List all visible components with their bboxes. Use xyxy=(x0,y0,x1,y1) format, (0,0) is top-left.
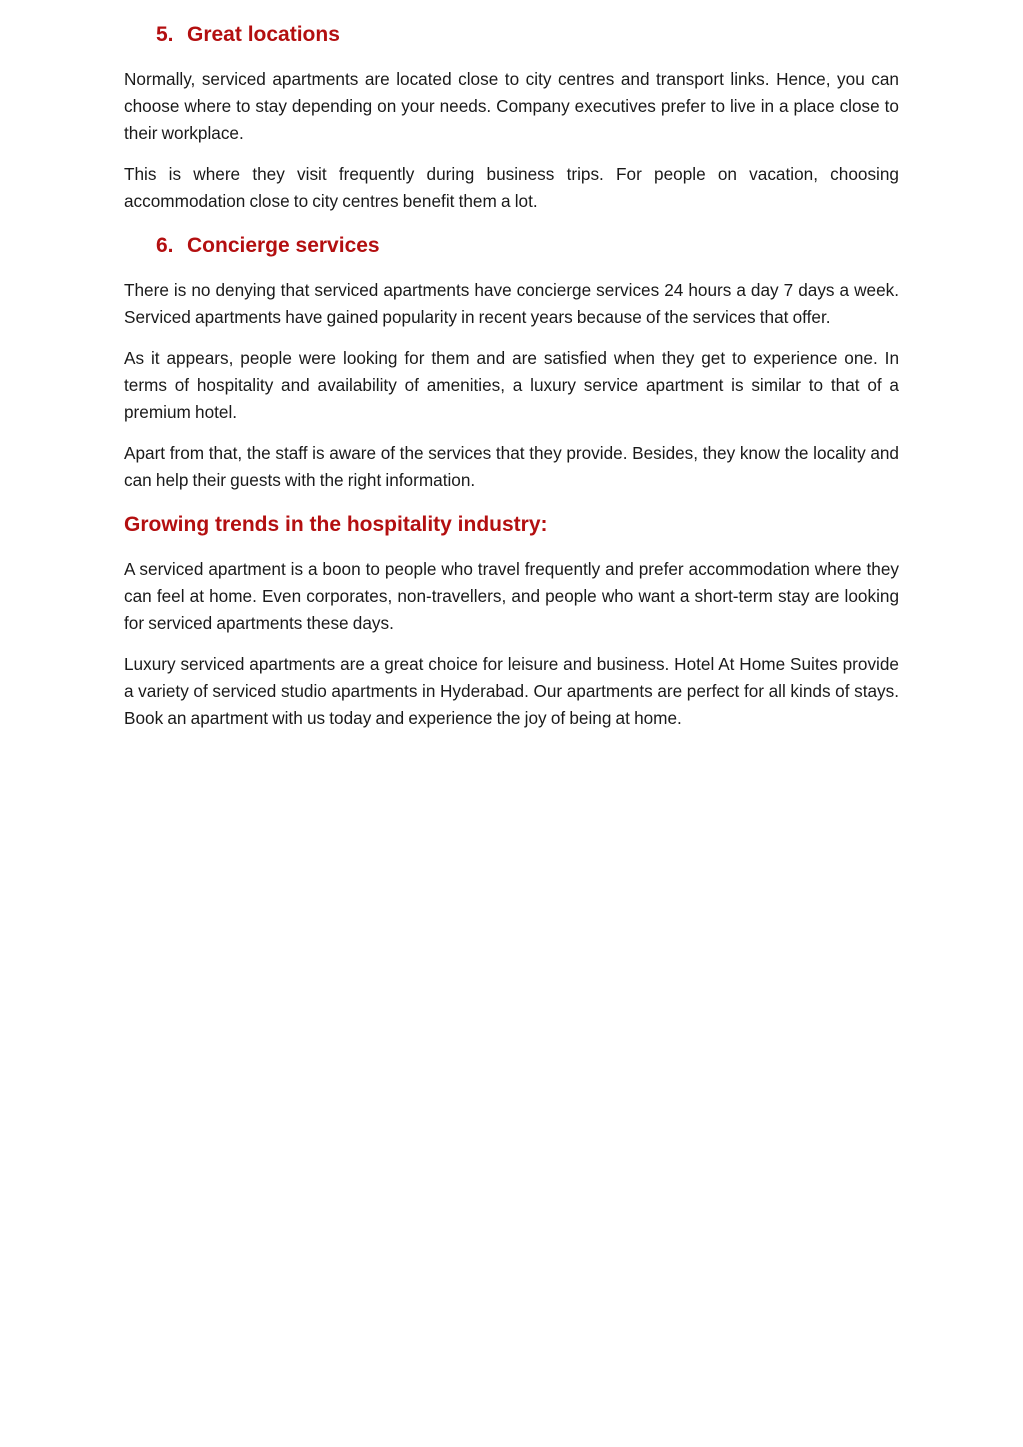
paragraph: Apart from that, the staff is aware of the services that they provide. Besides, they know the locality and can help their guests with the right information. xyxy=(124,443,899,490)
section-heading-concierge-services xyxy=(156,229,899,263)
section-title: Concierge services xyxy=(187,234,380,257)
section-number: 6. xyxy=(156,234,174,257)
paragraph: As it appears, people were looking for them and are satisfied when they get to experience one. In terms of hospitality and availability of amenities, a luxury service apartment is similar to that of a premium hotel. xyxy=(124,348,899,422)
section-heading-growing-trends: Growing trends in the hospitality industry: xyxy=(124,513,548,536)
paragraph: Luxury serviced apartments are a great choice for leisure and business. Hotel At Home Suites provide a variety of serviced studio apartments in Hyderabad. Our apartments are perfect for all kinds of stays. Book an apartment with us today and experience the joy of being at home. xyxy=(124,654,899,728)
paragraph: Normally, serviced apartments are located close to city centres and transport links. Hence, you can choose where to stay depending on your needs. Company executives prefer to live in a place close to their workplace. xyxy=(124,69,899,143)
paragraph: A serviced apartment is a boon to people who travel frequently and prefer accommodation where they can feel at home. Even corporates, non-travellers, and people who want a short-term stay are looking for serviced apartments these days. xyxy=(124,559,899,633)
section-heading-great-locations xyxy=(156,18,899,52)
section-title: Great locations xyxy=(187,23,340,46)
paragraph: This is where they visit frequently during business trips. For people on vacation, choosing accommodation close to city centres benefit them a lot. xyxy=(124,164,899,211)
section-number: 5. xyxy=(156,23,174,46)
document-page xyxy=(124,18,899,746)
paragraph: There is no denying that serviced apartments have concierge services 24 hours a day 7 days a week. Serviced apartments have gained popularity in recent years because of the services that offer. xyxy=(124,280,899,327)
